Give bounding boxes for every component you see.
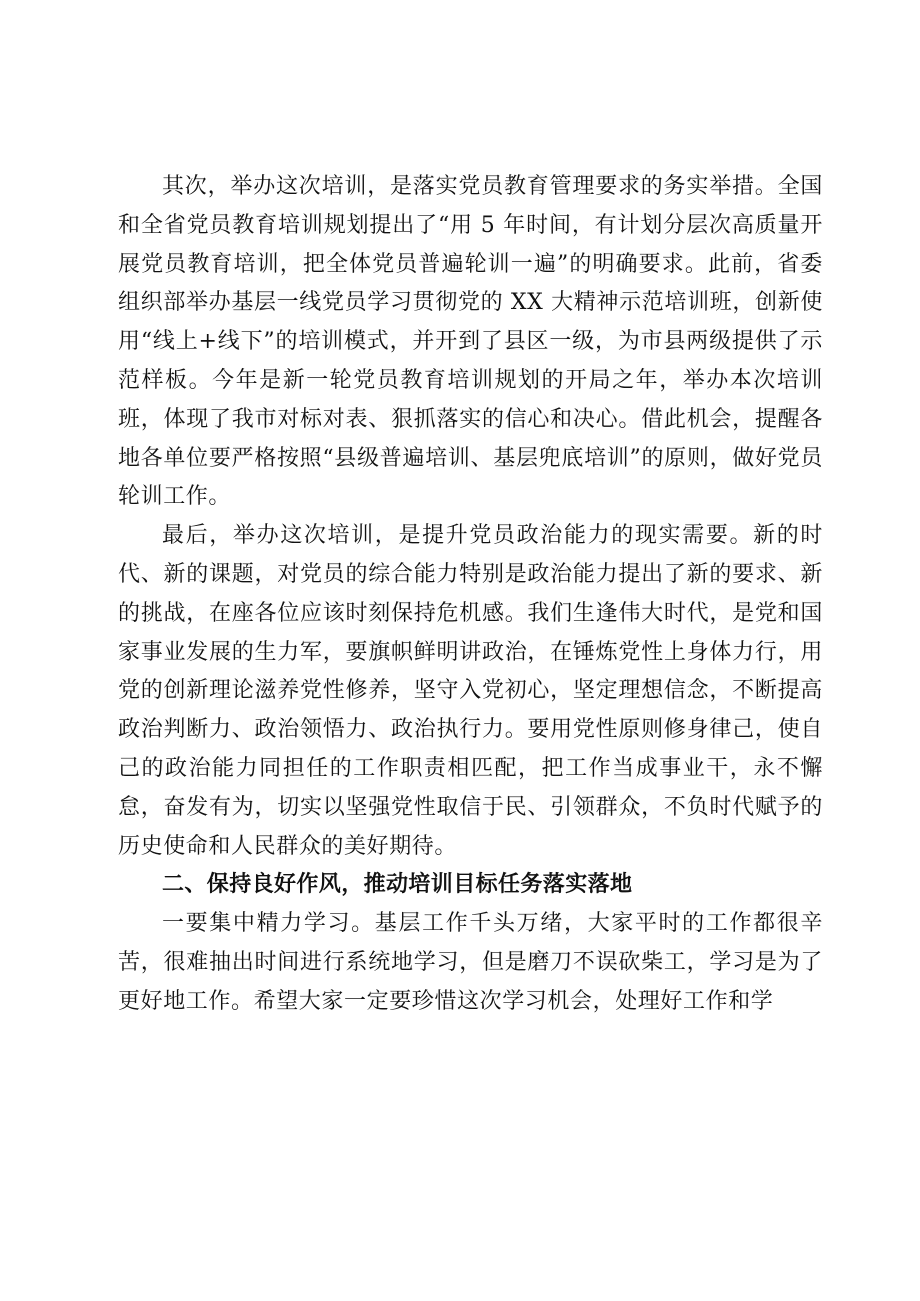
paragraph-secondly: 其次，举办这次培训，是落实党员教育管理要求的务实举措。全国和全省党员教育培训规划提出了“用 5 年时间，有计划分层次高质量开展党员教育培训，把全体党员普遍轮训一遍”的明确要求。此前，省委组织部举办基层一线党员学习贯彻党的 XX 大精神示范培训班，创新使用“线上+线下”的培训模式，并开到了县区一级，为市县两级提供了示范样板。今年是新一轮党员教育培训规划的开局之年，举办本次培训班，体现了我市对标对表、狠抓落实的信心和决心。借此机会，提醒各地各单位要严格按照“县级普遍培训、基层兜底培训”的原则，做好党员轮训工作。 bbox=[118, 174, 823, 510]
section-heading: 二、保持良好作风，推动培训目标任务落实落地 bbox=[162, 872, 633, 898]
paragraph-focus-study: 一要集中精力学习。基层工作千头万绪，大家平时的工作都很辛苦，很难抽出时间进行系统地学习，但是磨刀不误砍柴工，学习是为了更好地工作。希望大家一定要珍惜这次学习机会，处理好工作和学 bbox=[118, 911, 823, 1014]
document-body bbox=[118, 168, 823, 1022]
paragraph-finally: 最后，举办这次培训，是提升党员政治能力的现实需要。新的时代、新的课题，对党员的综合能力特别是政治能力提出了新的要求、新的挑战，在座各位应该时刻保持危机感。我们生逢伟大时代，是党和国家事业发展的生力军，要旗帜鲜明讲政治，在锤炼党性上身体力行，用党的创新理论滋养党性修养，坚守入党初心，坚定理想信念，不断提高政治判断力、政治领悟力、政治执行力。要用党性原则修身律己，使自己的政治能力同担任的工作职责相匹配，把工作当成事业干，永不懈怠，奋发有为，切实以坚强党性取信于民、引领群众，不负时代赋予的历史使命和人民群众的美好期待。 bbox=[118, 523, 823, 859]
